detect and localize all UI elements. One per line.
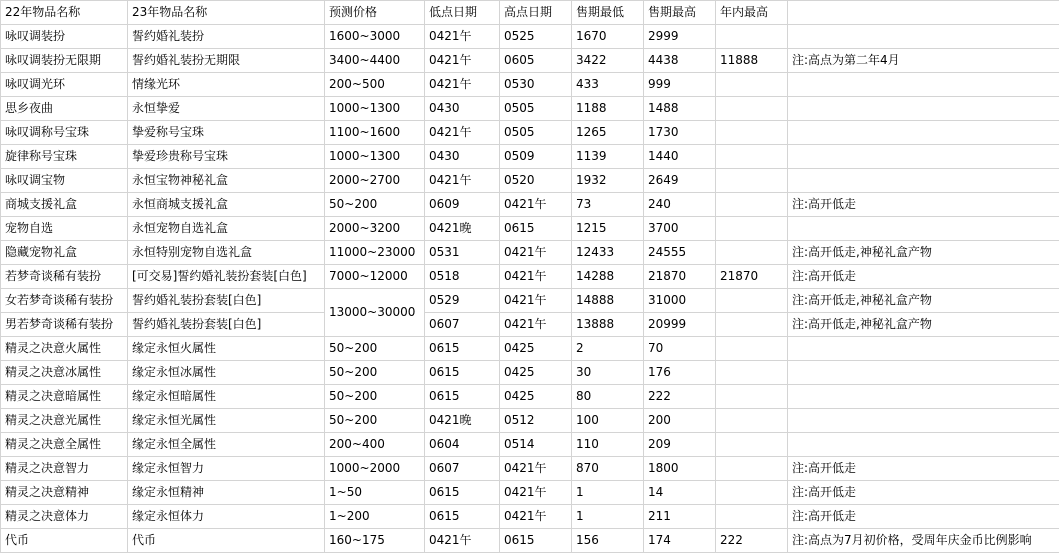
cell-forecast-price[interactable]: 1000~1300: [325, 97, 425, 121]
cell-low-date[interactable]: 0421午: [425, 169, 500, 193]
cell-note[interactable]: [788, 433, 1059, 457]
cell-low-date[interactable]: 0615: [425, 337, 500, 361]
cell-sale-min[interactable]: 1215: [572, 217, 644, 241]
cell-year-high[interactable]: [716, 145, 788, 169]
cell-item-name-2022[interactable]: 咏叹调宝物: [1, 169, 128, 193]
cell-item-name-2022[interactable]: 精灵之决意智力: [1, 457, 128, 481]
cell-note[interactable]: 注:高开低走,神秘礼盒产物: [788, 313, 1059, 337]
cell-year-high[interactable]: [716, 433, 788, 457]
cell-sale-max[interactable]: 2649: [644, 169, 716, 193]
cell-item-name-2023[interactable]: 缘定永恒全属性: [128, 433, 325, 457]
cell-item-name-2023[interactable]: [可交易]誓约婚礼装扮套装[白色]: [128, 265, 325, 289]
cell-item-name-2023[interactable]: 永恒商城支援礼盒: [128, 193, 325, 217]
cell-high-date[interactable]: 0525: [500, 25, 572, 49]
cell-high-date[interactable]: 0615: [500, 529, 572, 553]
cell-sale-max[interactable]: 1488: [644, 97, 716, 121]
cell-forecast-price[interactable]: 3400~4400: [325, 49, 425, 73]
cell-sale-max[interactable]: 1730: [644, 121, 716, 145]
cell-sale-max[interactable]: 240: [644, 193, 716, 217]
cell-low-date[interactable]: 0421午: [425, 25, 500, 49]
cell-item-name-2023[interactable]: 缘定永恒暗属性: [128, 385, 325, 409]
cell-low-date[interactable]: 0615: [425, 385, 500, 409]
cell-sale-max[interactable]: 174: [644, 529, 716, 553]
cell-item-name-2022[interactable]: 女若梦奇谈稀有装扮: [1, 289, 128, 313]
header-note[interactable]: [788, 1, 1059, 25]
cell-note[interactable]: [788, 97, 1059, 121]
cell-item-name-2022[interactable]: 精灵之决意全属性: [1, 433, 128, 457]
cell-sale-max[interactable]: 209: [644, 433, 716, 457]
cell-sale-min[interactable]: 870: [572, 457, 644, 481]
cell-item-name-2023[interactable]: 永恒挚爱: [128, 97, 325, 121]
cell-item-name-2022[interactable]: 男若梦奇谈稀有装扮: [1, 313, 128, 337]
cell-forecast-price[interactable]: 50~200: [325, 385, 425, 409]
cell-low-date[interactable]: 0615: [425, 361, 500, 385]
cell-note[interactable]: 注:高开低走: [788, 505, 1059, 529]
cell-low-date[interactable]: 0421午: [425, 529, 500, 553]
cell-note[interactable]: 注:高开低走,神秘礼盒产物: [788, 289, 1059, 313]
cell-high-date[interactable]: 0505: [500, 121, 572, 145]
table-row: [1, 73, 1059, 97]
cell-note[interactable]: [788, 121, 1059, 145]
cell-item-name-2023[interactable]: 缘定永恒光属性: [128, 409, 325, 433]
cell-note[interactable]: 注:高开低走: [788, 457, 1059, 481]
table-row: [1, 193, 1059, 217]
header-item-name-2022[interactable]: 22年物品名称: [1, 1, 128, 25]
table-row: [1, 361, 1059, 385]
cell-note[interactable]: [788, 145, 1059, 169]
cell-sale-min[interactable]: 1: [572, 505, 644, 529]
cell-item-name-2022[interactable]: 精灵之决意冰属性: [1, 361, 128, 385]
cell-note[interactable]: 注:高开低走,神秘礼盒产物: [788, 241, 1059, 265]
cell-low-date[interactable]: 0430: [425, 145, 500, 169]
cell-year-high[interactable]: [716, 313, 788, 337]
cell-item-name-2022[interactable]: 思乡夜曲: [1, 97, 128, 121]
cell-sale-max[interactable]: 211: [644, 505, 716, 529]
cell-note[interactable]: [788, 217, 1059, 241]
header-row: [1, 1, 1059, 25]
cell-item-name-2022[interactable]: 精灵之决意体力: [1, 505, 128, 529]
cell-item-name-2023[interactable]: 缘定永恒智力: [128, 457, 325, 481]
cell-forecast-price[interactable]: 200~400: [325, 433, 425, 457]
cell-sale-max[interactable]: 999: [644, 73, 716, 97]
cell-item-name-2023[interactable]: 誓约婚礼装扮套装[白色]: [128, 313, 325, 337]
cell-item-name-2023[interactable]: 代币: [128, 529, 325, 553]
cell-low-date[interactable]: 0421午: [425, 121, 500, 145]
cell-high-date[interactable]: 0421午: [500, 457, 572, 481]
cell-year-high[interactable]: [716, 73, 788, 97]
cell-low-date[interactable]: 0615: [425, 505, 500, 529]
cell-note[interactable]: [788, 337, 1059, 361]
cell-forecast-price[interactable]: 1600~3000: [325, 25, 425, 49]
cell-sale-max[interactable]: 222: [644, 385, 716, 409]
cell-low-date[interactable]: 0430: [425, 97, 500, 121]
cell-year-high[interactable]: [716, 289, 788, 313]
cell-sale-min[interactable]: 12433: [572, 241, 644, 265]
cell-item-name-2022[interactable]: 精灵之决意火属性: [1, 337, 128, 361]
table-row: [1, 409, 1059, 433]
cell-low-date[interactable]: 0531: [425, 241, 500, 265]
cell-item-name-2023[interactable]: 永恒宝物神秘礼盒: [128, 169, 325, 193]
cell-note[interactable]: 注:高点为7月初价格，受周年庆金币比例影响: [788, 529, 1059, 553]
table-row: [1, 265, 1059, 289]
cell-high-date[interactable]: 0421午: [500, 481, 572, 505]
cell-year-high[interactable]: [716, 217, 788, 241]
cell-forecast-price[interactable]: 160~175: [325, 529, 425, 553]
cell-item-name-2023[interactable]: 缘定永恒冰属性: [128, 361, 325, 385]
cell-item-name-2023[interactable]: 缘定永恒火属性: [128, 337, 325, 361]
header-high-date[interactable]: 高点日期: [500, 1, 572, 25]
cell-note[interactable]: [788, 385, 1059, 409]
sheet-body: [1, 1, 1059, 553]
cell-sale-max[interactable]: 24555: [644, 241, 716, 265]
cell-year-high[interactable]: [716, 121, 788, 145]
cell-note[interactable]: 注:高开低走: [788, 481, 1059, 505]
cell-year-high[interactable]: 222: [716, 529, 788, 553]
cell-sale-min[interactable]: 1265: [572, 121, 644, 145]
cell-item-name-2023[interactable]: 挚爱称号宝珠: [128, 121, 325, 145]
cell-forecast-price[interactable]: 13000~30000: [325, 289, 425, 337]
header-item-name-2023[interactable]: 23年物品名称: [128, 1, 325, 25]
table-row: [1, 121, 1059, 145]
cell-low-date[interactable]: 0421晚: [425, 217, 500, 241]
cell-item-name-2022[interactable]: 精灵之决意光属性: [1, 409, 128, 433]
header-sale-min[interactable]: 售期最低: [572, 1, 644, 25]
cell-year-high[interactable]: [716, 241, 788, 265]
cell-sale-min[interactable]: 156: [572, 529, 644, 553]
cell-sale-min[interactable]: 30: [572, 361, 644, 385]
cell-forecast-price[interactable]: 1100~1600: [325, 121, 425, 145]
cell-sale-min[interactable]: 2: [572, 337, 644, 361]
cell-forecast-price[interactable]: 1000~2000: [325, 457, 425, 481]
cell-forecast-price[interactable]: 7000~12000: [325, 265, 425, 289]
cell-item-name-2022[interactable]: 精灵之决意精神: [1, 481, 128, 505]
cell-low-date[interactable]: 0607: [425, 457, 500, 481]
cell-year-high[interactable]: [716, 169, 788, 193]
cell-item-name-2022[interactable]: 隐藏宠物礼盒: [1, 241, 128, 265]
cell-item-name-2022[interactable]: 咏叹调称号宝珠: [1, 121, 128, 145]
cell-note[interactable]: 注:高开低走: [788, 193, 1059, 217]
table-row: [1, 169, 1059, 193]
table-row: [1, 217, 1059, 241]
cell-high-date[interactable]: 0421午: [500, 193, 572, 217]
cell-year-high[interactable]: [716, 457, 788, 481]
cell-note[interactable]: [788, 361, 1059, 385]
cell-sale-max[interactable]: 14: [644, 481, 716, 505]
cell-high-date[interactable]: 0520: [500, 169, 572, 193]
table-row: [1, 529, 1059, 553]
cell-sale-max[interactable]: 2999: [644, 25, 716, 49]
cell-note[interactable]: [788, 409, 1059, 433]
cell-year-high[interactable]: [716, 97, 788, 121]
cell-note[interactable]: [788, 169, 1059, 193]
header-low-date[interactable]: 低点日期: [425, 1, 500, 25]
header-year-high[interactable]: 年内最高: [716, 1, 788, 25]
cell-note[interactable]: [788, 25, 1059, 49]
cell-low-date[interactable]: 0607: [425, 313, 500, 337]
header-sale-max[interactable]: 售期最高: [644, 1, 716, 25]
header-forecast-price[interactable]: 预测价格: [325, 1, 425, 25]
cell-sale-min[interactable]: 1670: [572, 25, 644, 49]
cell-item-name-2022[interactable]: 咏叹调装扮: [1, 25, 128, 49]
cell-sale-min[interactable]: 73: [572, 193, 644, 217]
cell-sale-min[interactable]: 80: [572, 385, 644, 409]
cell-year-high[interactable]: [716, 337, 788, 361]
cell-item-name-2022[interactable]: 精灵之决意暗属性: [1, 385, 128, 409]
cell-high-date[interactable]: 0514: [500, 433, 572, 457]
cell-low-date[interactable]: 0529: [425, 289, 500, 313]
table-row: [1, 49, 1059, 73]
cell-high-date[interactable]: 0421午: [500, 265, 572, 289]
cell-low-date[interactable]: 0518: [425, 265, 500, 289]
table-row: [1, 505, 1059, 529]
cell-high-date[interactable]: 0425: [500, 361, 572, 385]
table-row: [1, 481, 1059, 505]
cell-item-name-2022[interactable]: 旋律称号宝珠: [1, 145, 128, 169]
cell-year-high[interactable]: [716, 385, 788, 409]
cell-high-date[interactable]: 0605: [500, 49, 572, 73]
cell-sale-min[interactable]: 433: [572, 73, 644, 97]
cell-item-name-2022[interactable]: 宠物自选: [1, 217, 128, 241]
cell-item-name-2022[interactable]: 若梦奇谈稀有装扮: [1, 265, 128, 289]
cell-note[interactable]: 注:高开低走: [788, 265, 1059, 289]
cell-item-name-2023[interactable]: 誓约婚礼装扮套装[白色]: [128, 289, 325, 313]
cell-sale-max[interactable]: 4438: [644, 49, 716, 73]
cell-sale-max[interactable]: 3700: [644, 217, 716, 241]
cell-item-name-2023[interactable]: 永恒特别宠物自选礼盒: [128, 241, 325, 265]
cell-item-name-2023[interactable]: 缘定永恒精神: [128, 481, 325, 505]
cell-high-date[interactable]: 0425: [500, 385, 572, 409]
cell-sale-max[interactable]: 31000: [644, 289, 716, 313]
cell-high-date[interactable]: 0530: [500, 73, 572, 97]
cell-item-name-2022[interactable]: 代币: [1, 529, 128, 553]
cell-year-high[interactable]: [716, 361, 788, 385]
table-row: [1, 457, 1059, 481]
table-row: [1, 433, 1059, 457]
cell-sale-min[interactable]: 13888: [572, 313, 644, 337]
cell-sale-min[interactable]: 3422: [572, 49, 644, 73]
cell-forecast-price[interactable]: 1000~1300: [325, 145, 425, 169]
cell-sale-max[interactable]: 1440: [644, 145, 716, 169]
table-row: [1, 145, 1059, 169]
cell-year-high[interactable]: [716, 193, 788, 217]
cell-sale-min[interactable]: 1: [572, 481, 644, 505]
cell-item-name-2023[interactable]: 誓约婚礼装扮: [128, 25, 325, 49]
cell-forecast-price[interactable]: 200~500: [325, 73, 425, 97]
cell-note[interactable]: 注:高点为第二年4月: [788, 49, 1059, 73]
cell-forecast-price[interactable]: 50~200: [325, 361, 425, 385]
cell-high-date[interactable]: 0421午: [500, 289, 572, 313]
table-row: [1, 97, 1059, 121]
cell-forecast-price[interactable]: 1~200: [325, 505, 425, 529]
cell-sale-max[interactable]: 20999: [644, 313, 716, 337]
cell-sale-min[interactable]: 1932: [572, 169, 644, 193]
cell-high-date[interactable]: 0505: [500, 97, 572, 121]
cell-forecast-price[interactable]: 50~200: [325, 193, 425, 217]
table-row: [1, 313, 1059, 337]
cell-sale-max[interactable]: 21870: [644, 265, 716, 289]
cell-high-date[interactable]: 0425: [500, 337, 572, 361]
cell-year-high[interactable]: [716, 505, 788, 529]
cell-note[interactable]: [788, 73, 1059, 97]
cell-high-date[interactable]: 0512: [500, 409, 572, 433]
cell-year-high[interactable]: 11888: [716, 49, 788, 73]
cell-sale-min[interactable]: 100: [572, 409, 644, 433]
cell-sale-max[interactable]: 200: [644, 409, 716, 433]
table-row: [1, 241, 1059, 265]
cell-year-high[interactable]: [716, 409, 788, 433]
cell-sale-min[interactable]: 1139: [572, 145, 644, 169]
cell-forecast-price[interactable]: 2000~2700: [325, 169, 425, 193]
table-row: [1, 25, 1059, 49]
cell-low-date[interactable]: 0604: [425, 433, 500, 457]
cell-forecast-price[interactable]: 11000~23000: [325, 241, 425, 265]
cell-year-high[interactable]: [716, 25, 788, 49]
cell-low-date[interactable]: 0421晚: [425, 409, 500, 433]
cell-item-name-2023[interactable]: 情缘光环: [128, 73, 325, 97]
cell-high-date[interactable]: 0421午: [500, 505, 572, 529]
cell-item-name-2022[interactable]: 咏叹调装扮无限期: [1, 49, 128, 73]
cell-high-date[interactable]: 0421午: [500, 313, 572, 337]
table-row: [1, 337, 1059, 361]
cell-year-high[interactable]: 21870: [716, 265, 788, 289]
table-row: [1, 385, 1059, 409]
cell-forecast-price[interactable]: 1~50: [325, 481, 425, 505]
cell-sale-max[interactable]: 176: [644, 361, 716, 385]
cell-item-name-2023[interactable]: 挚爱珍贵称号宝珠: [128, 145, 325, 169]
cell-sale-min[interactable]: 1188: [572, 97, 644, 121]
cell-sale-max[interactable]: 70: [644, 337, 716, 361]
cell-low-date[interactable]: 0615: [425, 481, 500, 505]
cell-forecast-price[interactable]: 50~200: [325, 409, 425, 433]
cell-item-name-2023[interactable]: 誓约婚礼装扮无期限: [128, 49, 325, 73]
cell-high-date[interactable]: 0421午: [500, 241, 572, 265]
cell-sale-min[interactable]: 14288: [572, 265, 644, 289]
cell-item-name-2022[interactable]: 商城支援礼盒: [1, 193, 128, 217]
cell-item-name-2023[interactable]: 缘定永恒体力: [128, 505, 325, 529]
cell-year-high[interactable]: [716, 481, 788, 505]
cell-sale-min[interactable]: 110: [572, 433, 644, 457]
cell-item-name-2023[interactable]: 永恒宠物自选礼盒: [128, 217, 325, 241]
cell-high-date[interactable]: 0509: [500, 145, 572, 169]
cell-sale-min[interactable]: 14888: [572, 289, 644, 313]
cell-forecast-price[interactable]: 50~200: [325, 337, 425, 361]
cell-low-date[interactable]: 0609: [425, 193, 500, 217]
cell-low-date[interactable]: 0421午: [425, 73, 500, 97]
table-row: [1, 289, 1059, 313]
cell-item-name-2022[interactable]: 咏叹调光环: [1, 73, 128, 97]
cell-low-date[interactable]: 0421午: [425, 49, 500, 73]
cell-sale-max[interactable]: 1800: [644, 457, 716, 481]
cell-forecast-price[interactable]: 2000~3200: [325, 217, 425, 241]
cell-high-date[interactable]: 0615: [500, 217, 572, 241]
